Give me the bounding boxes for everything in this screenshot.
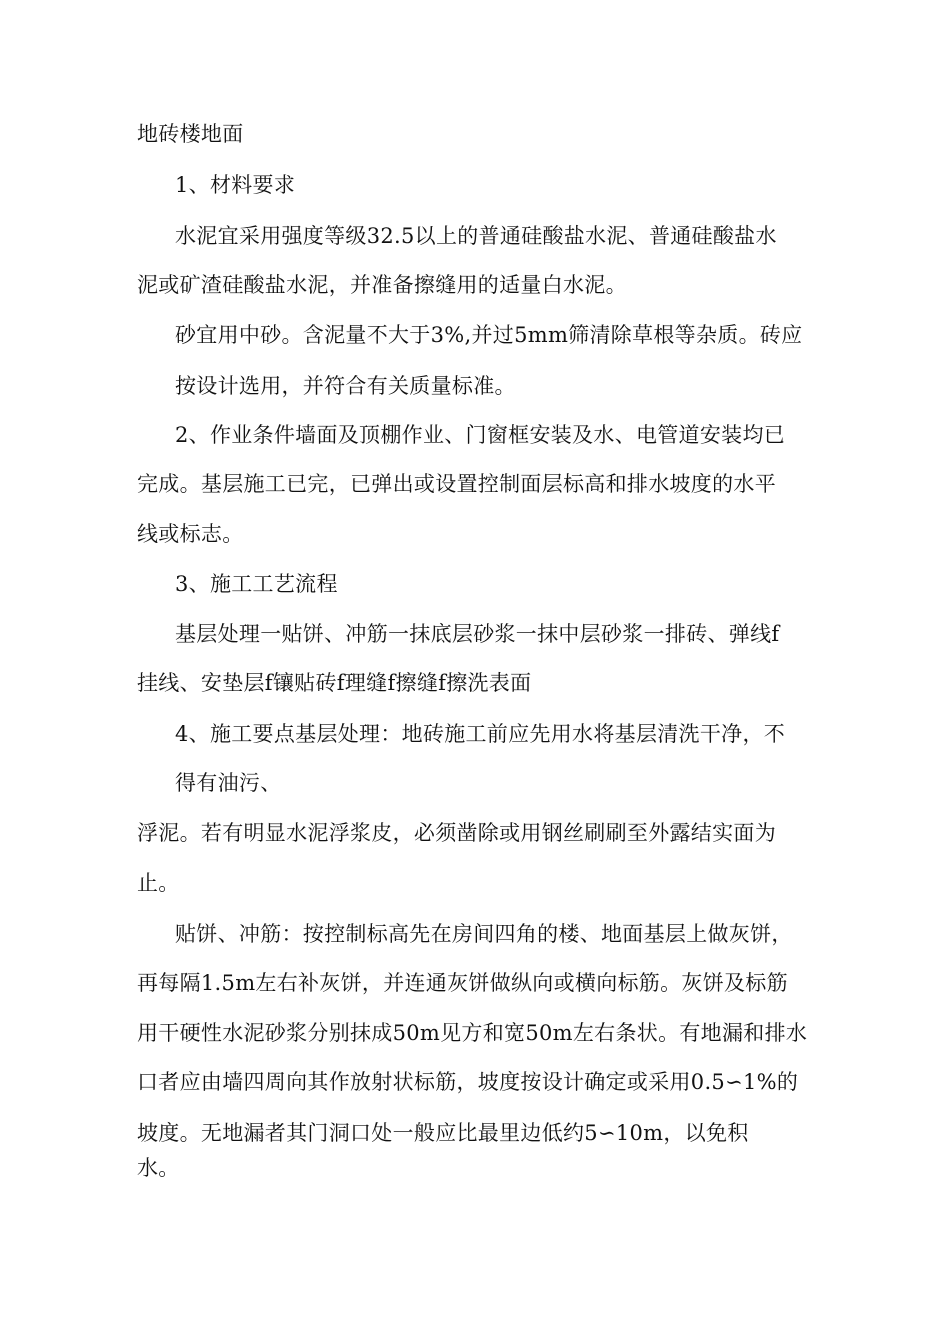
paragraph-line: 基层处理一贴饼、冲筋一抹底层砂浆一抹中层砂浆一排砖、弹线f (175, 622, 780, 646)
paragraph-line: 再每隔1.5m左右补灰饼，并连通灰饼做纵向或横向标筋。灰饼及标筋 (137, 971, 788, 995)
paragraph-line: 4、施工要点基层处理：地砖施工前应先用水将基层清洗干净，不 (175, 722, 786, 746)
paragraph-line: 浮泥。若有明显水泥浮浆皮，必须凿除或用钢丝刷刷至外露结实面为 (137, 821, 776, 845)
section-heading-process: 3、施工工艺流程 (175, 572, 338, 596)
document-title: 地砖楼地面 (137, 122, 244, 146)
paragraph-line: 贴饼、冲筋：按控制标高先在房间四角的楼、地面基层上做灰饼， (175, 922, 793, 946)
paragraph-line: 坡度。无地漏者其门洞口处一般应比最里边低约5∽10m，以免积 (137, 1121, 749, 1145)
paragraph-line: 止。 (137, 871, 180, 895)
paragraph-line: 泥或矿渣硅酸盐水泥，并准备擦缝用的适量白水泥。 (137, 273, 627, 297)
paragraph-line: 完成。基层施工已完，已弹出或设置控制面层标高和排水坡度的水平 (137, 472, 776, 496)
paragraph-line: 砂宜用中砂。含泥量不大于3%,并过5mm筛清除草根等杂质。砖应 (175, 323, 803, 347)
paragraph-line: 用干硬性水泥砂浆分别抹成50m见方和宽50m左右条状。有地漏和排水 (137, 1021, 808, 1045)
paragraph-line: 线或标志。 (137, 522, 244, 546)
paragraph-line: 得有油污、 (175, 771, 282, 795)
paragraph-line: 2、作业条件墙面及顶棚作业、门窗框安装及水、电管道安装均已 (175, 423, 786, 447)
paragraph-line: 挂线、安垫层f镶贴砖f理缝f擦缝f擦洗表面 (137, 671, 532, 695)
paragraph-line: 水泥宜采用强度等级32.5以上的普通硅酸盐水泥、普通硅酸盐水 (175, 224, 777, 248)
paragraph-line: 口者应由墙四周向其作放射状标筋，坡度按设计确定或采用0.5∽1%的 (137, 1070, 799, 1094)
paragraph-line: 按设计选用，并符合有关质量标准。 (175, 374, 516, 398)
paragraph-line: 水。 (137, 1156, 180, 1180)
section-heading-materials: 1、材料要求 (175, 173, 296, 197)
